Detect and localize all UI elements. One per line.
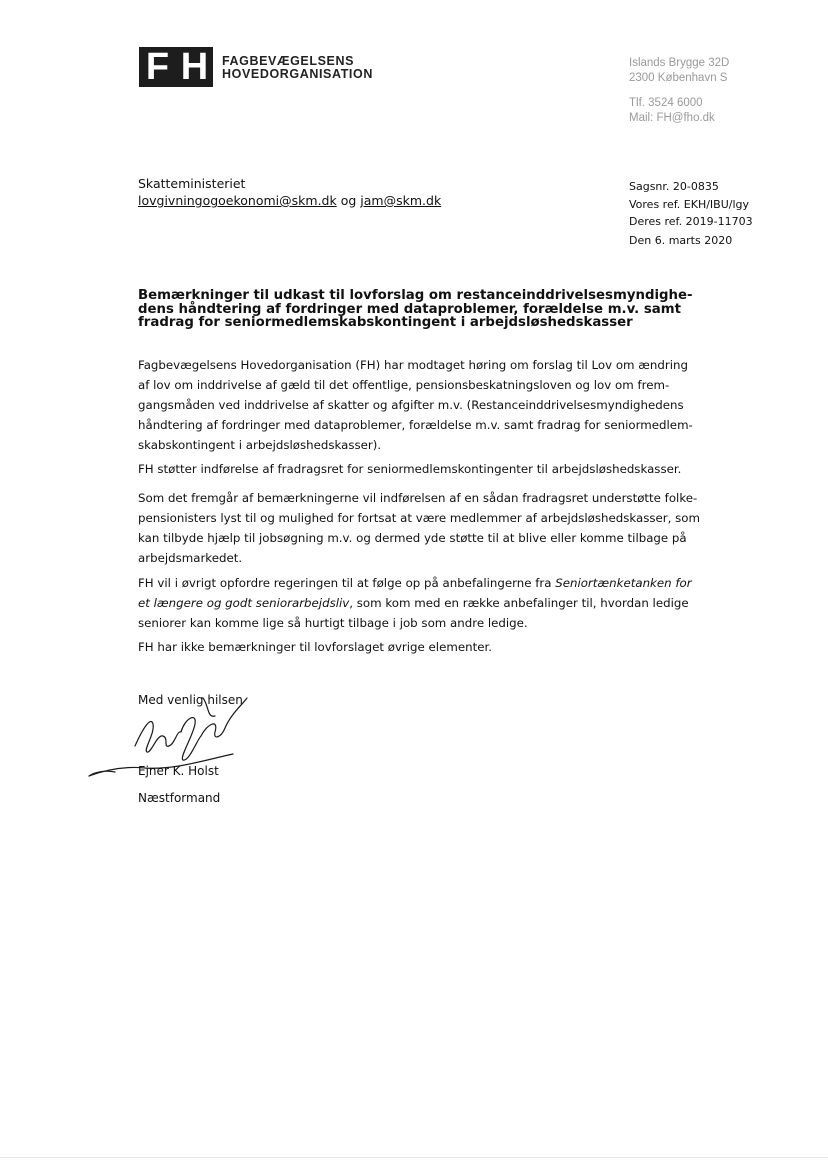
paragraph-line: pensionisters lyst til og mulighed for fortsat at være medlemmer af arbejdsløshedskasser, som xyxy=(138,511,700,525)
mail-text: Mail: FH@fho.dk xyxy=(629,112,715,124)
recipient-block xyxy=(138,175,441,209)
page-edge-line xyxy=(0,1157,828,1158)
subject-line: fradrag for seniormedlemskabskontingent i arbejdsløshedskasser xyxy=(138,315,633,330)
paragraph-italic-text: et længere og godt seniorarbejdsliv xyxy=(138,596,350,610)
email-link-1[interactable]: lovgivningogoekonomi@skm.dk xyxy=(138,193,337,208)
paragraph-line: Fagbevægelsens Hovedorganisation (FH) har modtaget høring om forslag til Lov om ændring xyxy=(138,358,688,372)
email-joiner: og xyxy=(340,193,357,208)
paragraph-line: Som det fremgår af bemærkningerne vil indførelsen af en sådan fradragsret understøtte folke- xyxy=(138,491,698,505)
body-paragraph-3 xyxy=(138,488,718,568)
organization-name-line2: HOVEDORGANISATION xyxy=(222,67,373,81)
paragraph-line xyxy=(138,573,718,593)
reference-block xyxy=(629,178,753,231)
paragraph-line: af lov om inddrivelse af gæld til det offentlige, pensionsbeskatningsloven og lov om frem- xyxy=(138,378,670,392)
paragraph-text: FH vil i øvrigt opfordre regeringen til at følge op på anbefalingerne fra xyxy=(138,576,556,590)
signer-name: Ejner K. Holst xyxy=(138,764,219,778)
body-paragraph-5 xyxy=(138,637,718,657)
recipient-name: Skatteministeriet xyxy=(138,176,246,191)
paragraph-line: gangsmåden ved inddrivelse af skatter og afgifter m.v. (Restanceinddrivelsesmyndighedens xyxy=(138,398,684,412)
paragraph-line: FH har ikke bemærkninger til lovforslaget øvrige elementer. xyxy=(138,640,492,654)
subject-line: Bemærkninger til udkast til lovforslag om restanceinddrivelsesmyndighe- xyxy=(138,288,693,303)
address-line1: Islands Brygge 32D xyxy=(629,57,730,69)
subject-line: dens håndtering af fordringer med dataproblemer, forældelse m.v. samt xyxy=(138,301,681,317)
contact-info xyxy=(629,96,715,126)
email-link-2[interactable]: jam@skm.dk xyxy=(360,193,442,208)
letter-date: Den 6. marts 2020 xyxy=(629,234,733,247)
paragraph-italic-text: Seniortænketanken for xyxy=(555,576,692,590)
paragraph-line: arbejdsmarkedet. xyxy=(138,551,243,565)
paragraph-line: FH støtter indførelse af fradragsret for seniormedlemskontingenter til arbejdsløshedskasser. xyxy=(138,462,682,476)
logo-mark xyxy=(139,47,213,87)
paragraph-line: skabskontingent i arbejdsløshedskasser). xyxy=(138,438,382,452)
address-line2: 2300 København S xyxy=(629,72,728,84)
contact-address xyxy=(629,56,729,86)
body-paragraph-4 xyxy=(138,573,718,633)
body-paragraph-1 xyxy=(138,355,718,455)
logo-letter-f: F xyxy=(145,46,170,88)
paragraph-text: , som kom med en række anbefalinger til, hvordan ledige xyxy=(349,596,689,610)
our-reference: Vores ref. EKH/IBU/lgy xyxy=(629,197,750,211)
recipient-emails xyxy=(138,192,441,209)
case-number: Sagsnr. 20-0835 xyxy=(629,180,719,193)
paragraph-line: kan tilbyde hjælp til jobsøgning m.v. og dermed yde støtte til at blive eller komme tilbage på xyxy=(138,531,687,545)
closing-greeting: Med venlig hilsen xyxy=(138,693,243,707)
paragraph-line: seniorer kan komme lige så hurtigt tilbage i job som andre ledige. xyxy=(138,616,528,630)
paragraph-line xyxy=(138,593,718,613)
letter-subject xyxy=(138,289,708,330)
logo-letter-h: H xyxy=(180,46,209,88)
organization-name-line1: FAGBEVÆGELSENS xyxy=(222,54,355,68)
body-paragraph-2 xyxy=(138,459,718,479)
paragraph-line: håndtering af fordringer med dataproblemer, forældelse m.v. samt fradrag for seniormedlem- xyxy=(138,418,693,432)
organization-name xyxy=(222,55,373,81)
their-reference: Deres ref. 2019-11703 xyxy=(629,215,753,228)
phone-text: Tlf. 3524 6000 xyxy=(629,97,703,109)
signer-role: Næstformand xyxy=(138,791,221,805)
